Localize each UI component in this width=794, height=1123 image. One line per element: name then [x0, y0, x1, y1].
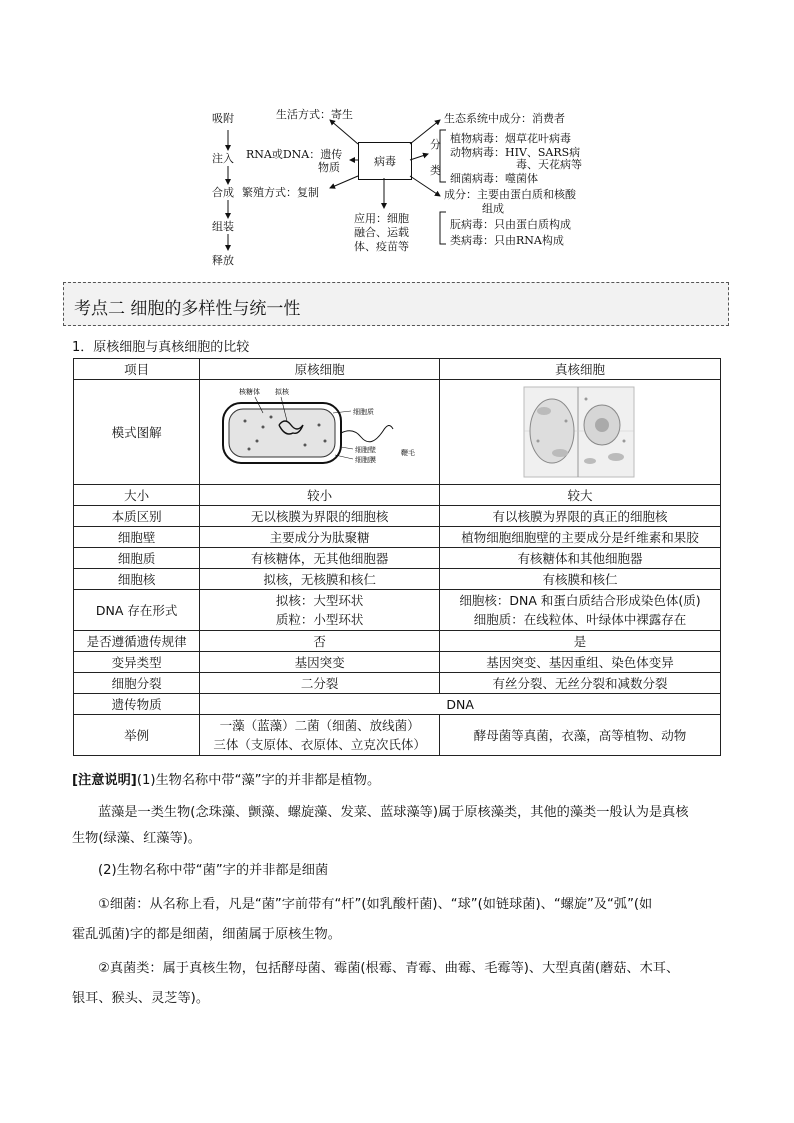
table-row — [74, 631, 721, 652]
prokaryote-cell — [200, 590, 440, 631]
eukaryote-cell: 有丝分裂、无丝分裂和减数分裂 — [440, 673, 721, 694]
ecosystem-label: 生态系统中成分：消费者 — [444, 112, 565, 125]
classify-char-2: 类 — [430, 164, 441, 177]
dna-prokaryote-line-1: 拟核：大型环状 — [275, 593, 364, 608]
table-header-row — [74, 359, 721, 380]
step-adsorb: 吸附 — [212, 112, 234, 125]
diagram-row — [74, 380, 721, 485]
row-label: 是否遵循遗传规律 — [74, 631, 200, 652]
eukaryote-cell: 有核膜和核仁 — [440, 569, 721, 590]
note-paragraph-4 — [72, 892, 722, 918]
label-cell-wall: 细胞壁 — [354, 446, 376, 454]
dna-row — [74, 590, 721, 631]
note-paragraph-3 — [72, 858, 722, 884]
table-row — [74, 652, 721, 673]
eukaryote-cell — [440, 590, 721, 631]
prokaryote-cell: 拟核，无核膜和核仁 — [200, 569, 440, 590]
application-line-3: 体、疫苗等 — [354, 240, 409, 253]
eukaryote-cell: 较大 — [440, 485, 721, 506]
prion-label: 朊病毒：只由蛋白质构成 — [450, 218, 571, 231]
row-label: 细胞壁 — [74, 527, 200, 548]
subheading: 1．原核细胞与真核细胞的比较 — [72, 340, 250, 355]
note-paragraph-2 — [72, 800, 722, 826]
reproduction-label: 繁殖方式：复制 — [242, 186, 319, 199]
note-paragraph-5 — [72, 956, 722, 982]
note-text-4b: 霍乱弧菌)字的都是细菌，细菌属于原核生物。 — [72, 927, 341, 942]
note-text-4: ①细菌：从名称上看，凡是“菌”字前带有“杆”(如乳酸杆菌)、“球”(如链球菌)、“螺旋”及“弧”(如 — [98, 897, 653, 912]
prokaryote-cell: 否 — [200, 631, 440, 652]
classify-char-1: 分 — [430, 138, 441, 151]
dna-prokaryote-line-2: 质粒：小型环状 — [275, 612, 364, 627]
row-label: 变异类型 — [74, 652, 200, 673]
note-tag: [注意说明] — [72, 773, 137, 788]
note-paragraph-1 — [72, 768, 722, 794]
label-flagellum: 鞭毛 — [400, 449, 415, 457]
composition-label-2: 组成 — [482, 202, 504, 215]
prokaryote-cell-diagram — [205, 381, 435, 481]
virus-center-box — [358, 142, 412, 180]
note-paragraph-5b — [72, 986, 722, 1012]
eukaryote-cell: 基因突变、基因重组、染色体变异 — [440, 652, 721, 673]
row-label: 细胞核 — [74, 569, 200, 590]
note-text-5b: 银耳、猴头、灵芝等)。 — [72, 991, 210, 1006]
note-text-3: (2)生物名称中带“菌”字的并非都是细菌 — [98, 863, 329, 878]
step-release: 释放 — [212, 254, 234, 267]
label-nucleoid: 拟核 — [274, 388, 289, 396]
table-row — [74, 548, 721, 569]
row-label: 细胞质 — [74, 548, 200, 569]
section-header — [63, 282, 729, 326]
row-label: DNA 存在形式 — [74, 590, 200, 631]
prokaryote-cell: 无以核膜为界限的细胞核 — [200, 506, 440, 527]
lifestyle-label: 生活方式：寄生 — [276, 108, 353, 121]
label-cytoplasm: 细胞质 — [352, 408, 374, 416]
row-label: 细胞分裂 — [74, 673, 200, 694]
row-label: 举例 — [74, 715, 200, 756]
prokaryote-cell: 有核糖体，无其他细胞器 — [200, 548, 440, 569]
diagram-row-label: 模式图解 — [74, 380, 200, 485]
step-inject: 注入 — [212, 152, 234, 165]
application-line-1: 应用：细胞 — [354, 212, 409, 225]
step-assemble: 组装 — [212, 220, 234, 233]
comparison-table — [73, 358, 721, 756]
eukaryote-cell: 酵母菌等真菌，衣藻，高等植物、动物 — [440, 715, 721, 756]
note-text-2b: 生物(绿藻、红藻等)。 — [72, 831, 201, 846]
row-label: 本质区别 — [74, 506, 200, 527]
example-prokaryote-line-1: 一藻（蓝藻）二菌（细菌、放线菌） — [219, 718, 420, 733]
animal-virus-label-2: 毒、天花病等 — [516, 158, 582, 171]
dna-eukaryote-line-1: 细胞核：DNA 和蛋白质结合形成染色体(质) — [459, 593, 701, 608]
eukaryote-cell: 是 — [440, 631, 721, 652]
note-paragraph-4b — [72, 922, 722, 948]
prokaryote-diagram-cell — [200, 380, 440, 485]
table-row — [74, 673, 721, 694]
example-row — [74, 715, 721, 756]
label-ribosome: 核糖体 — [238, 388, 260, 396]
eukaryote-diagram-cell — [440, 380, 721, 485]
prokaryote-cell: 主要成分为肽聚糖 — [200, 527, 440, 548]
viroid-label: 类病毒：只由RNA构成 — [450, 234, 564, 247]
table-row — [74, 506, 721, 527]
bacterial-virus-label: 细菌病毒：噬菌体 — [450, 172, 538, 185]
note-text-1: (1)生物名称中带“藻”字的并非都是植物。 — [136, 773, 381, 788]
application-line-2: 融合、运载 — [354, 226, 409, 239]
note-text-2: 蓝藻是一类生物(念珠藻、颤藻、螺旋藻、发菜、蓝球藻等)属于原核藻类，其他的藻类一般认为是真核 — [98, 805, 689, 820]
genetic-material-label: RNA或DNA：遗传 — [246, 148, 343, 161]
eukaryote-cell-diagram — [440, 381, 720, 481]
center-label: 病毒 — [374, 155, 396, 168]
dna-eukaryote-line-2: 细胞质：在线粒体、叶绿体中裸露存在 — [473, 612, 687, 627]
heredity-row — [74, 694, 721, 715]
label-cell-membrane: 细胞膜 — [354, 456, 376, 464]
step-synthesize: 合成 — [212, 186, 234, 199]
section-title: 考点二 细胞的多样性与统一性 — [74, 299, 301, 319]
eukaryote-cell: 有以核膜为界限的真正的细胞核 — [440, 506, 721, 527]
header-prokaryote: 原核细胞 — [200, 359, 440, 380]
eukaryote-cell: 有核糖体和其他细胞器 — [440, 548, 721, 569]
header-eukaryote: 真核细胞 — [440, 359, 721, 380]
prokaryote-cell: 基因突变 — [200, 652, 440, 673]
table-row — [74, 527, 721, 548]
prokaryote-cell — [200, 715, 440, 756]
plant-virus-label: 植物病毒：烟草花叶病毒 — [450, 132, 571, 145]
row-label: 大小 — [74, 485, 200, 506]
example-prokaryote-line-2: 三体（支原体、衣原体、立克次氏体） — [213, 737, 426, 752]
note-text-5: ②真菌类：属于真核生物，包括酵母菌、霉菌(根霉、青霉、曲霉、毛霉等)、大型真菌(蘑菇、木耳、 — [98, 961, 680, 976]
table-row — [74, 485, 721, 506]
prokaryote-cell: 二分裂 — [200, 673, 440, 694]
table-row — [74, 569, 721, 590]
eukaryote-cell: 植物细胞细胞壁的主要成分是纤维素和果胶 — [440, 527, 721, 548]
genetic-material-label-2: 物质 — [318, 161, 340, 174]
animal-virus-label: 动物病毒：HIV、SARS病 — [450, 146, 581, 159]
header-item: 项目 — [74, 359, 200, 380]
composition-label: 成分：主要由蛋白质和核酸 — [444, 188, 576, 201]
prokaryote-cell: 较小 — [200, 485, 440, 506]
row-label: 遗传物质 — [74, 694, 200, 715]
note-paragraph-2b — [72, 826, 722, 852]
virus-concept-map — [200, 100, 620, 270]
heredity-value: DNA — [200, 694, 721, 715]
